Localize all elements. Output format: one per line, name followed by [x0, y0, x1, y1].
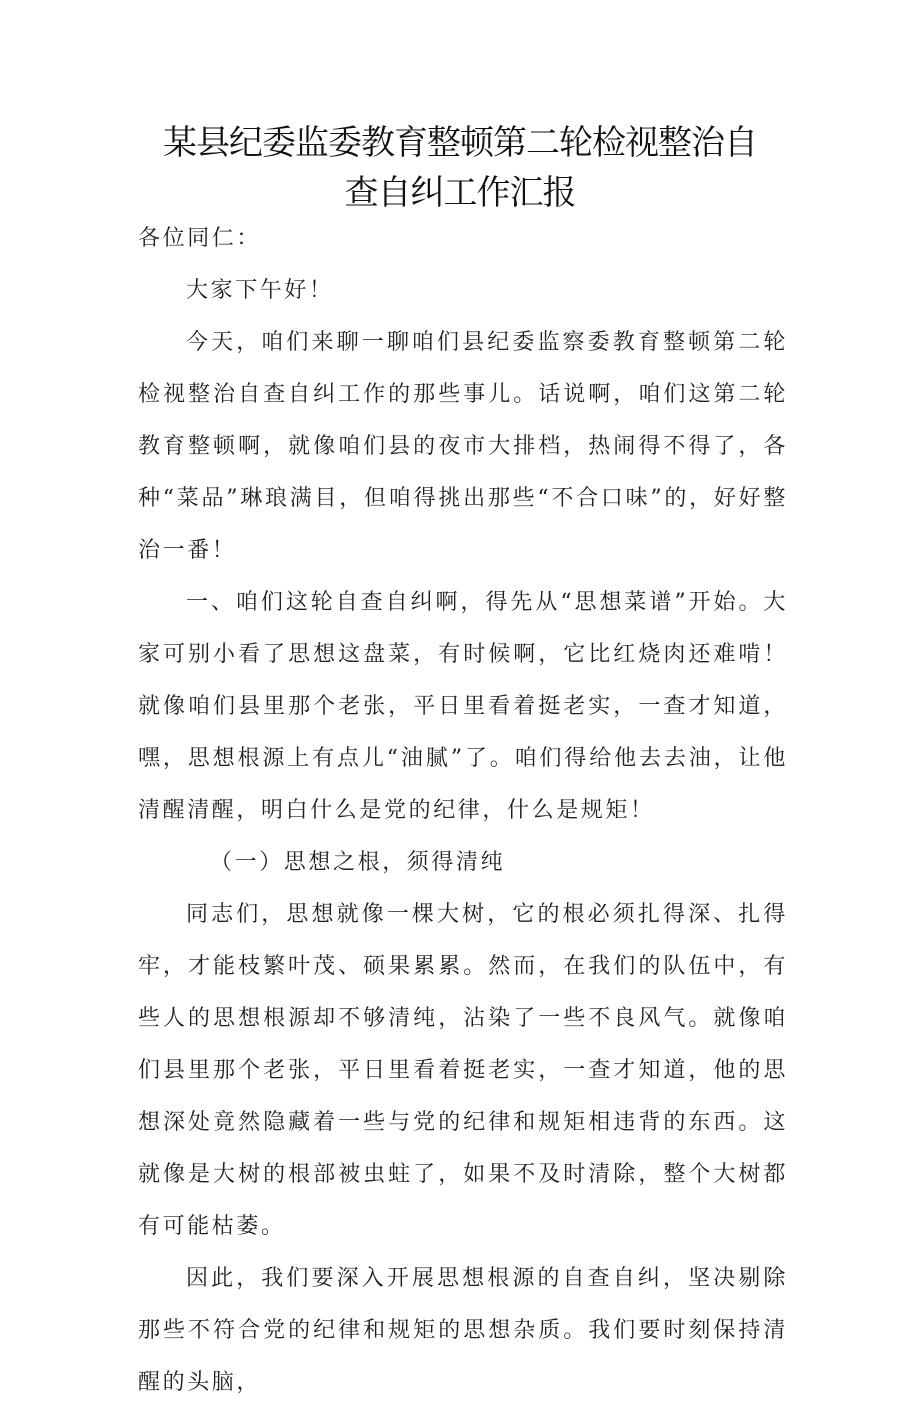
paragraph-therefore: 因此，我们要深入开展思想根源的自查自纠，坚决剔除那些不符合党的纪律和规矩的思想杂质。我们要时刻保持清醒的头脑，: [138, 1266, 788, 1395]
paragraph-greeting: 大家下午好！: [186, 278, 334, 303]
document-title-line-2: 查自纠工作汇报: [344, 173, 576, 213]
document-body: [138, 213, 788, 1409]
subheading-1: （一）思想之根，须得清纯: [210, 850, 506, 875]
paragraph-intro: 今天，咱们来聊一聊咱们县纪委监察委教育整顿第二轮检视整治自查自纠工作的那些事儿。话说啊，咱们这第二轮教育整顿啊，就像咱们县的夜市大排档，热闹得不得了，各种“菜品”琳琅满目，但咱得挑出那些“不合口味”的，好好整治一番！: [138, 330, 788, 563]
paragraph-section-one: 一、咱们这轮自查自纠啊，得先从“思想菜谱”开始。大家可别小看了思想这盘菜，有时候啊，它比红烧肉还难啃！就像咱们县里那个老张，平日里看着挺老实，一查才知道，嘿，思想根源上有点儿“油腻”了。咱们得给他去去油，让他清醒清醒，明白什么是党的纪律，什么是规矩！: [138, 590, 788, 823]
paragraph-thought-root: 同志们，思想就像一棵大树，它的根必须扎得深、扎得牢，才能枝繁叶茂、硕果累累。然而，在我们的队伍中，有些人的思想根源却不够清纯，沾染了一些不良风气。就像咱们县里那个老张，平日里看着挺老实，一查才知道，他的思想深处竟然隐藏着一些与党的纪律和规矩相违背的东西。这就像是大树的根部被虫蛀了，如果不及时清除，整个大树都有可能枯萎。: [138, 902, 788, 1239]
salutation: 各位同仁：: [138, 226, 262, 251]
document-title-line-1: 某县纪委监委教育整顿第二轮检视整治自: [163, 123, 757, 163]
